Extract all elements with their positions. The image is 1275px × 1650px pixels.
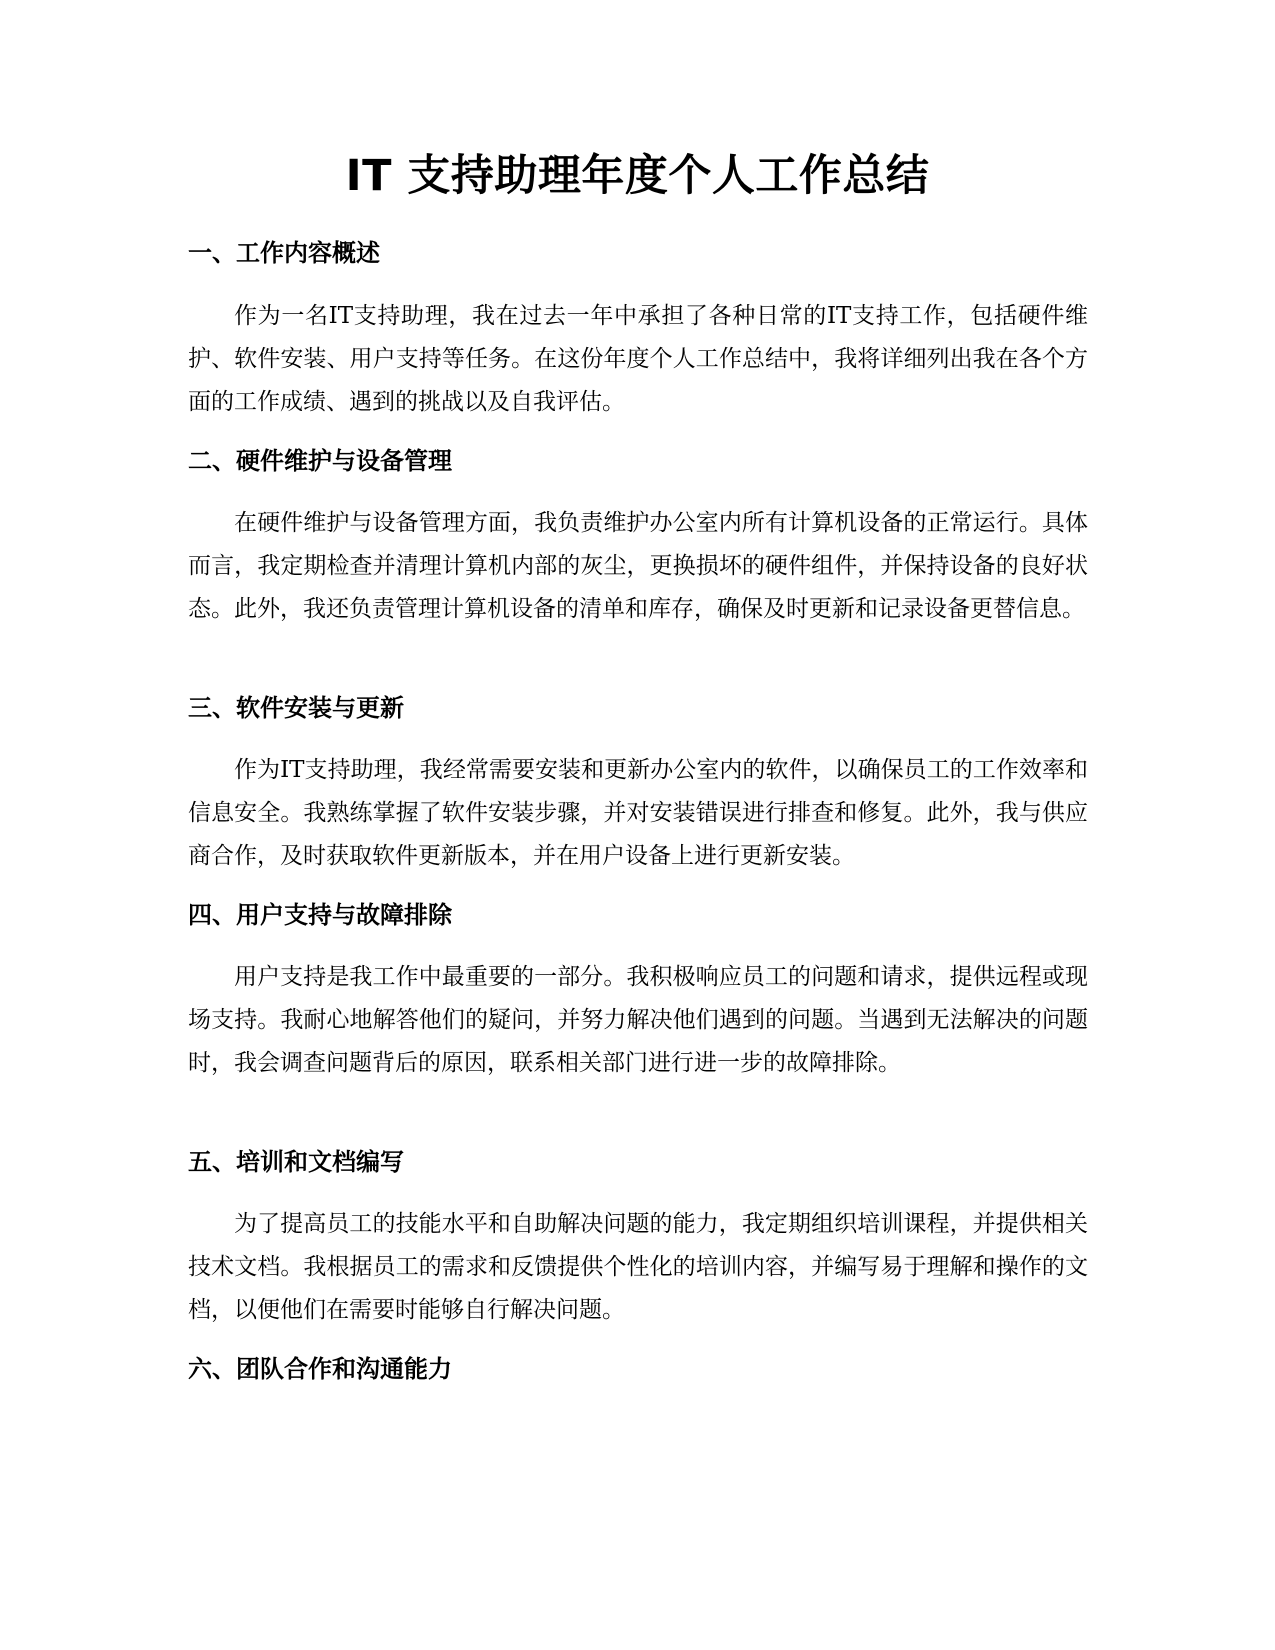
section-body-hardware: 在硬件维护与设备管理方面，我负责维护办公室内所有计算机设备的正常运行。具体而言，我定期检查并清理计算机内部的灰尘，更换损坏的硬件组件，并保持设备的良好状态。此外，我还负责管理计算机设备的清单和库存，确保及时更新和记录设备更替信息。 xyxy=(188,510,1088,622)
section-heading-user-support: 四、用户支持与故障排除 xyxy=(188,901,452,929)
document-title: IT 支持助理年度个人工作总结 xyxy=(345,151,930,201)
section-heading-teamwork: 六、团队合作和沟通能力 xyxy=(188,1355,452,1383)
section-body-software: 作为IT支持助理，我经常需要安装和更新办公室内的软件，以确保员工的工作效率和信息安全。我熟练掌握了软件安装步骤，并对安装错误进行排查和修复。此外，我与供应商合作，及时获取软件更新版本，并在用户设备上进行更新安装。 xyxy=(188,757,1088,869)
section-body-training: 为了提高员工的技能水平和自助解决问题的能力，我定期组织培训课程，并提供相关技术文档。我根据员工的需求和反馈提供个性化的培训内容，并编写易于理解和操作的文档，以便他们在需要时能够自行解决问题。 xyxy=(188,1211,1088,1323)
section-body-overview: 作为一名IT支持助理，我在过去一年中承担了各种日常的IT支持工作，包括硬件维护、软件安装、用户支持等任务。在这份年度个人工作总结中，我将详细列出我在各个方面的工作成绩、遇到的挑战以及自我评估。 xyxy=(188,303,1088,415)
section-body-user-support: 用户支持是我工作中最重要的一部分。我积极响应员工的问题和请求，提供远程或现场支持。我耐心地解答他们的疑问，并努力解决他们遇到的问题。当遇到无法解决的问题时，我会调查问题背后的原因，联系相关部门进行进一步的故障排除。 xyxy=(188,964,1088,1076)
section-heading-software: 三、软件安装与更新 xyxy=(188,694,404,722)
section-heading-training: 五、培训和文档编写 xyxy=(188,1148,404,1176)
section-heading-hardware: 二、硬件维护与设备管理 xyxy=(188,447,452,475)
section-heading-overview: 一、工作内容概述 xyxy=(188,239,380,267)
